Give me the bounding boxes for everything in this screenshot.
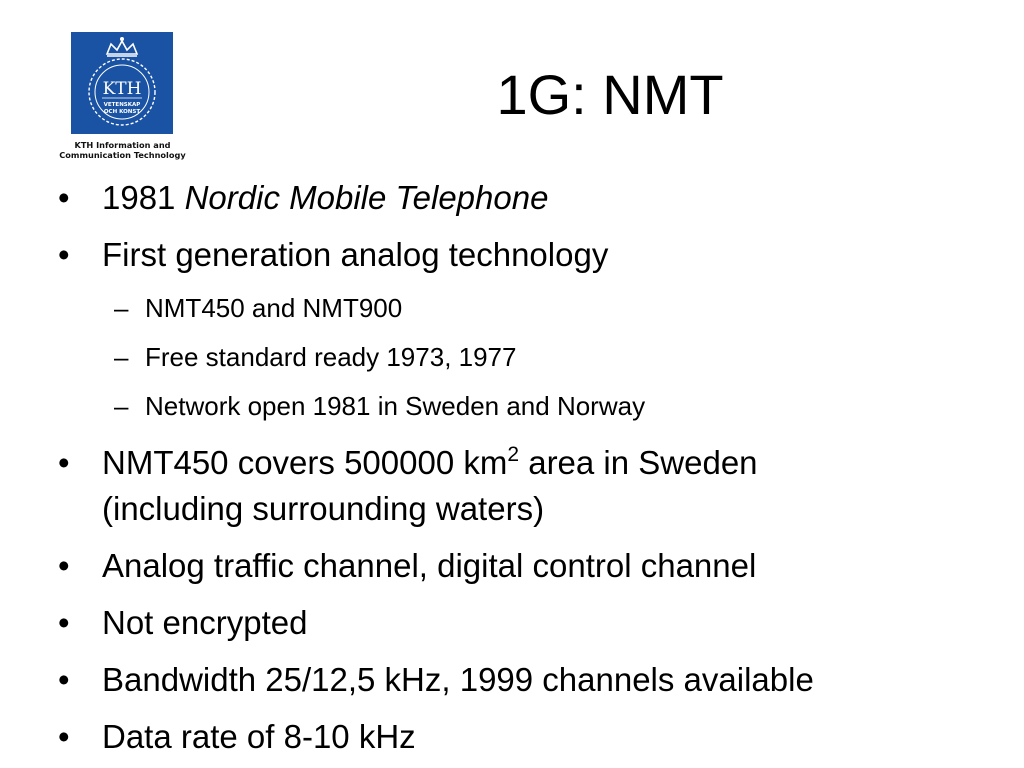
bullet-dot: •: [58, 547, 70, 584]
svg-text:VETENSKAP: VETENSKAP: [103, 102, 141, 108]
bullet-dot: •: [58, 236, 70, 273]
slide-title: 1G: NMT: [496, 63, 724, 126]
bullet-text: Analog traffic channel, digital control channel: [102, 547, 757, 584]
bullet-text: First generation analog technology: [102, 236, 609, 273]
bullet-dot: •: [58, 179, 70, 216]
bullet-dot: •: [58, 604, 70, 641]
sub-bullet-text: NMT450 and NMT900: [145, 293, 403, 323]
bullet-text-tail: area in Sweden: [519, 444, 758, 481]
bullet-text: 1981: [102, 179, 185, 216]
bullet-dot: •: [58, 661, 70, 698]
logo-caption-line2: Communication Technology: [59, 150, 186, 160]
bullet-text: Not encrypted: [102, 604, 308, 641]
bullet-continuation: (including surrounding waters): [102, 490, 545, 527]
svg-text:OCH KONST: OCH KONST: [103, 109, 141, 115]
sub-bullet-text: Free standard ready 1973, 1977: [145, 342, 517, 372]
sub-bullet-text: Network open 1981 in Sweden and Norway: [145, 391, 646, 421]
sub-bullet-dash: –: [114, 391, 129, 421]
kth-emblem-icon: [71, 32, 173, 134]
sub-bullet-dash: –: [114, 342, 129, 372]
superscript: 2: [507, 443, 520, 466]
logo-caption: [50, 140, 195, 160]
bullet-text: Data rate of 8-10 kHz: [102, 718, 416, 755]
bullet-dot: •: [58, 444, 70, 481]
bullet-dot: •: [58, 718, 70, 755]
svg-text:KTH: KTH: [102, 79, 142, 99]
bullet-text: Bandwidth 25/12,5 kHz, 1999 channels available: [102, 661, 814, 698]
kth-logo: [71, 32, 173, 134]
logo-caption-line1: KTH Information and: [74, 140, 171, 150]
sub-bullet-dash: –: [114, 293, 129, 323]
bullet-text-italic: Nordic Mobile Telephone: [184, 179, 549, 216]
bullet-text: NMT450 covers 500000 km: [102, 444, 508, 481]
